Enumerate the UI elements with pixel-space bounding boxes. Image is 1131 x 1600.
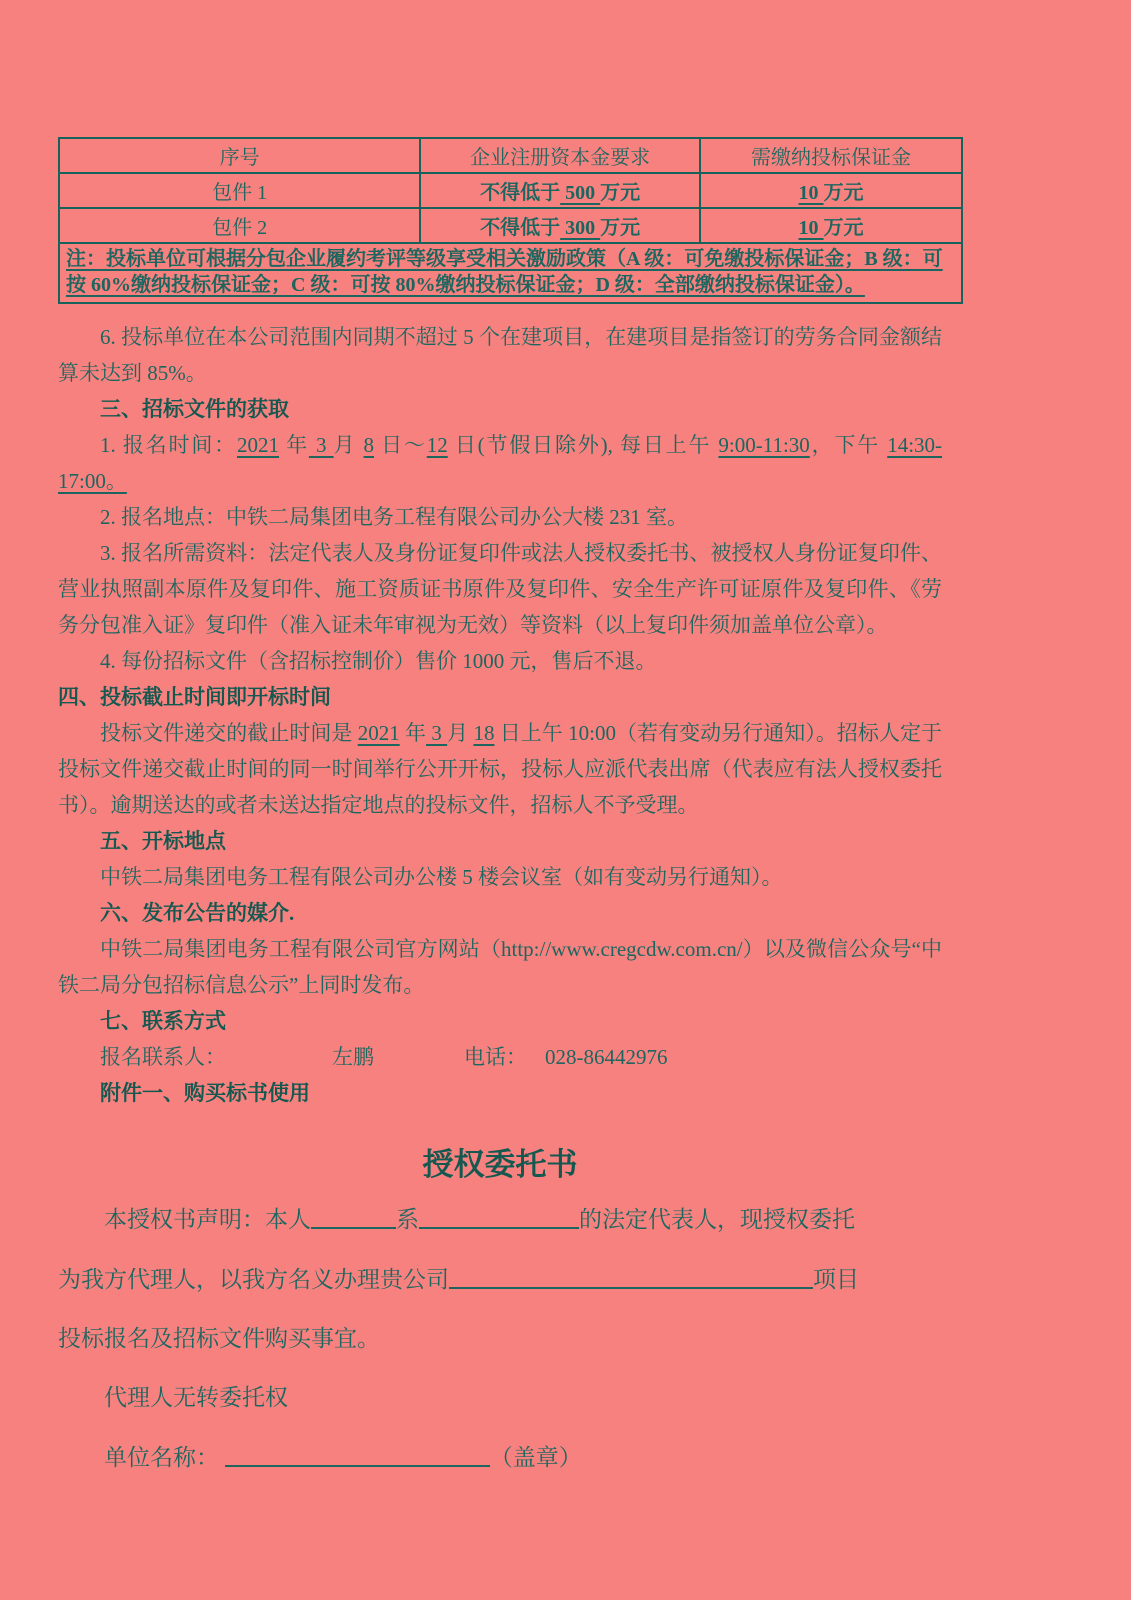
- text-segment: 1. 报名时间：: [100, 433, 237, 457]
- underlined-text: 8: [363, 433, 375, 457]
- heading-section-6: [58, 895, 942, 931]
- table-row: [59, 208, 962, 243]
- text-segment: 本授权书声明：本人: [104, 1207, 311, 1232]
- underlined-text: 3: [426, 721, 448, 745]
- text-segment: 中铁二局集团电务工程有限公司办公楼 5 楼会议室（如有变动另行通知）。: [100, 865, 783, 889]
- text-segment: 三、招标文件的获取: [100, 397, 289, 421]
- attachment-title: 授权委托书: [422, 1147, 578, 1182]
- header-serial-number: 序号: [59, 138, 420, 173]
- body-text: [58, 319, 942, 1111]
- para-document-price: [58, 643, 942, 679]
- underlined-text: 注：投标单位可根据分包企业履约考评等级享受相关激励政策（A 级：可免缴投标保证金；B 级：可按 60%缴纳投标保证金；C 级：可按 80%缴纳投标保证金；D 级：全部缴纳投标保证金）。: [66, 248, 943, 296]
- text-segment: 月: [333, 433, 364, 457]
- text-segment: 中铁二局集团电务工程有限公司官方网站（http://www.cregcdw.com.cn/）以及微信公众号“中铁二局分包招标信息公示”上同时发布。: [58, 937, 942, 997]
- text-segment: 投标文件递交的截止时间是: [100, 721, 358, 745]
- header-capital-requirement: 企业注册资本金要求: [420, 138, 700, 173]
- fill-in-blank: [225, 1442, 490, 1467]
- clause-6: [58, 319, 942, 391]
- capital-requirement-cell: [420, 208, 700, 243]
- heading-section-3: [58, 391, 942, 427]
- heading-section-7: [58, 1003, 942, 1039]
- text-segment: 日～: [374, 433, 427, 457]
- attachment-body: [58, 1204, 942, 1473]
- package-name-cell: 包件 1: [59, 173, 420, 208]
- auth-agent-line: [58, 1264, 942, 1295]
- text-segment: 月: [447, 721, 474, 745]
- deposit-cell: [700, 173, 962, 208]
- text-segment: 万元: [600, 182, 641, 204]
- para-signup-time: [58, 427, 942, 499]
- text-segment: 左鹏: [332, 1045, 374, 1069]
- auth-no-delegation-line: [58, 1383, 942, 1413]
- text-segment: 为我方代理人，以我方名义办理贵公司: [58, 1267, 449, 1292]
- text-segment: 万元: [823, 217, 864, 239]
- spacer: [527, 1063, 545, 1064]
- para-signup-materials: [58, 535, 942, 643]
- capital-requirement-cell: [420, 173, 700, 208]
- fill-in-blank: [449, 1264, 813, 1289]
- text-segment: ，下午: [809, 433, 888, 457]
- underlined-text: 9:00-11:30: [718, 433, 810, 457]
- spacer: [374, 1063, 464, 1064]
- text-segment: 项目: [813, 1267, 859, 1292]
- text-segment: 028-86442976: [545, 1045, 668, 1069]
- table-note: [59, 243, 962, 303]
- text-segment: 六、发布公告的媒介.: [100, 901, 295, 925]
- underlined-text: 18: [473, 721, 495, 745]
- text-segment: 2. 报名地点：中铁二局集团电务工程有限公司办公大楼 231 室。: [100, 505, 688, 529]
- para-deadline: [58, 715, 942, 823]
- para-opening-place: [58, 859, 942, 895]
- text-segment: 不得低于: [480, 217, 561, 239]
- auth-company-name-line: [58, 1442, 942, 1473]
- underlined-text: 2021: [357, 721, 400, 745]
- underlined-text: 2021: [237, 433, 279, 457]
- text-segment: 年: [399, 721, 427, 745]
- fill-in-blank: [311, 1204, 396, 1229]
- package-requirements-table: [58, 137, 963, 304]
- text-segment: 6. 投标单位在本公司范围内同期不超过 5 个在建项目，在建项目是指签订的劳务合同金额结算未达到 85%。: [58, 325, 942, 385]
- underlined-text: 500: [560, 182, 601, 204]
- spacer: [226, 1063, 332, 1064]
- underlined-text: 10: [798, 182, 824, 204]
- text-segment: 电话：: [464, 1045, 527, 1069]
- contact-line: [58, 1039, 942, 1075]
- text-segment: 代理人无转委托权: [104, 1385, 288, 1410]
- text-segment: 3. 报名所需资料：法定代表人及身份证复印件或法人授权委托书、被授权人身份证复印件、营业执照副本原件及复印件、施工资质证书原件及复印件、安全生产许可证原件及复印件、《劳务分包准入证》复印件（准入证未年审视为无效）等资料（以上复印件须加盖单位公章）。: [58, 541, 942, 637]
- table-note-row: [59, 243, 962, 303]
- text-segment: 4. 每份招标文件（含招标控制价）售价 1000 元，售后不退。: [100, 649, 657, 673]
- text-segment: 四、投标截止时间即开标时间: [58, 685, 331, 709]
- heading-attachment-1: [58, 1075, 942, 1111]
- heading-section-5: [58, 823, 942, 859]
- text-segment: 万元: [600, 217, 641, 239]
- text-segment: 万元: [823, 182, 864, 204]
- underlined-text: 3: [308, 433, 334, 457]
- header-bid-deposit: 需缴纳投标保证金: [700, 138, 962, 173]
- text-segment: 七、联系方式: [100, 1009, 226, 1033]
- text-segment: 的法定代表人，现授权委托: [579, 1207, 855, 1232]
- deposit-cell: [700, 208, 962, 243]
- auth-declaration-line: [58, 1204, 942, 1235]
- underlined-text: 12: [426, 433, 448, 457]
- table-header-row: [59, 138, 962, 173]
- auth-purpose-line: [58, 1324, 942, 1354]
- text-segment: 系: [396, 1207, 419, 1232]
- text-segment: 五、开标地点: [100, 829, 226, 853]
- underlined-text: 14:30-17:00。: [58, 433, 943, 493]
- text-segment: 年: [279, 433, 309, 457]
- text-segment: 不得低于: [480, 182, 561, 204]
- text-segment: 日(节假日除外), 每日上午: [447, 433, 719, 457]
- underlined-text: 10: [798, 217, 824, 239]
- text-segment: 日上午 10:00（若有变动另行通知）。招标人定于投标文件递交截止时间的同一时间举行公开开标，投标人应派代表出席（代表应有法人授权委托书）。逾期送达的或者未送达指定地点的投标文件，招标人不予受理。: [58, 721, 943, 817]
- underlined-text: 300: [560, 217, 601, 239]
- para-announcement-media: [58, 931, 942, 1003]
- heading-section-4: [58, 679, 942, 715]
- text-segment: （盖章）: [489, 1445, 582, 1470]
- text-segment: 附件一、购买标书使用: [100, 1081, 310, 1105]
- text-segment: 单位名称：: [104, 1445, 225, 1470]
- package-name-cell: 包件 2: [59, 208, 420, 243]
- fill-in-blank: [419, 1204, 579, 1229]
- para-signup-place: [58, 499, 942, 535]
- text-segment: 报名联系人：: [100, 1045, 226, 1069]
- table-row: [59, 173, 962, 208]
- text-segment: 投标报名及招标文件购买事宜。: [58, 1326, 380, 1351]
